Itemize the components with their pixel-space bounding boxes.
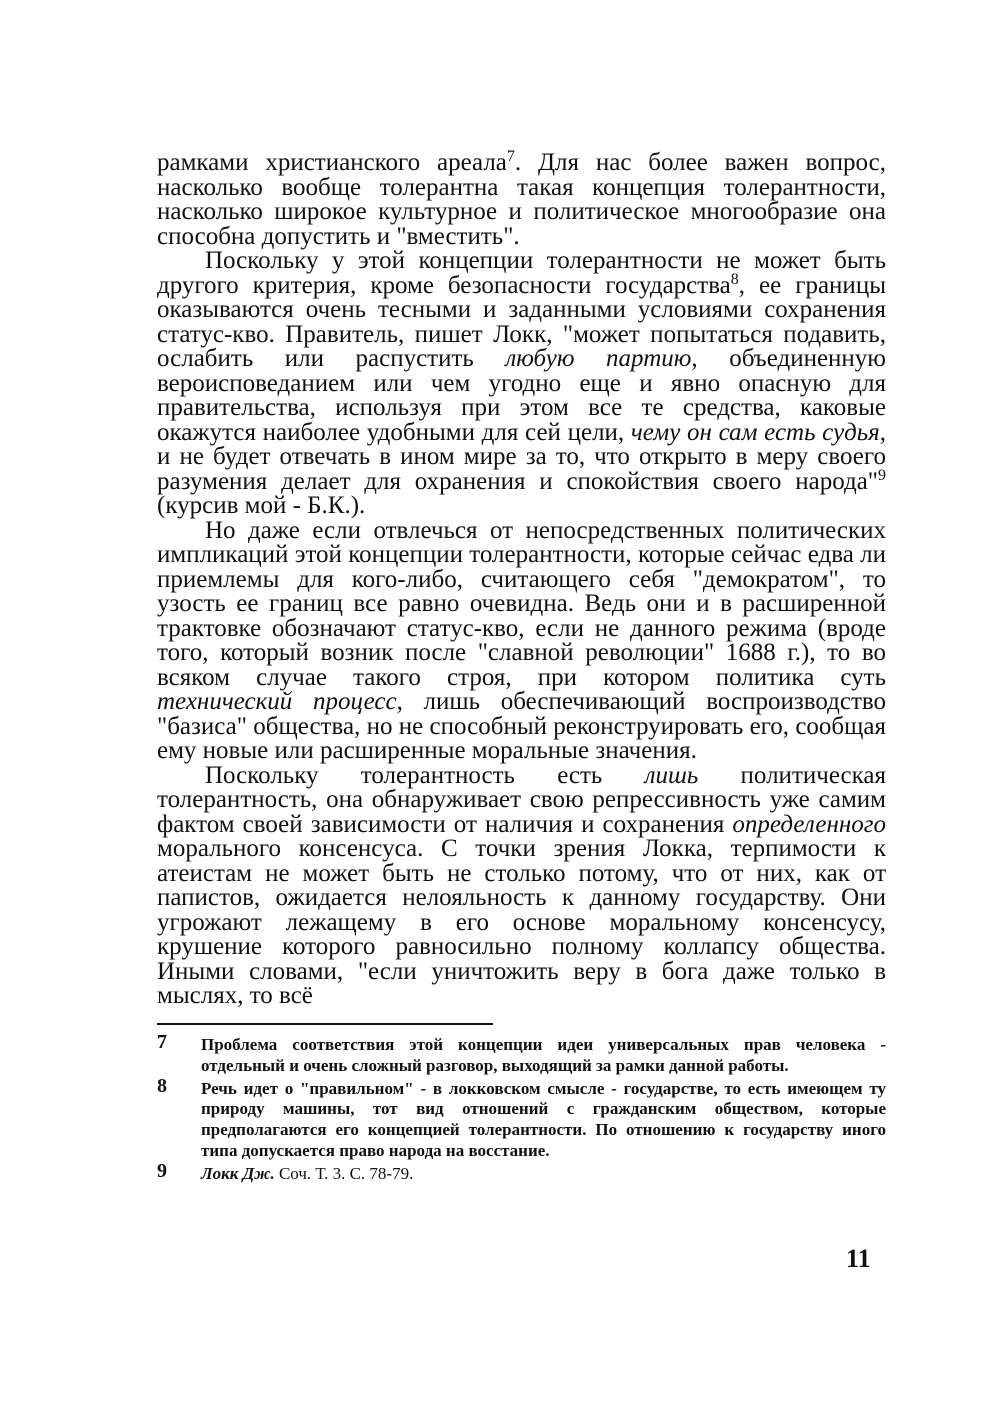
text-run: Проблема соответствия этой концепции идеи универсальных прав человека - отдельный и очень сложный разговор, выходящий за рамки данной работы. xyxy=(201,1035,886,1075)
footnote-number: 7 xyxy=(157,1031,167,1053)
text-run: Поскольку у этой концепции толерантности не может быть другого критерия, кроме безопасности государства xyxy=(157,247,886,299)
paragraph-4 xyxy=(157,761,886,1009)
italic-text: лишь xyxy=(644,761,699,789)
text-run: . Для нас более важен вопрос, насколько вообще толерантна такая концепция толерантности, насколько широкое культурное и политическое многообразие она способна допустить и "вместить". xyxy=(157,149,886,250)
footnote-number: 9 xyxy=(157,1159,167,1182)
text-run: Поскольку толерантность есть xyxy=(205,761,645,789)
paragraph-3 xyxy=(157,516,886,764)
paragraph-1 xyxy=(157,148,886,250)
text-run: политическая толерантность, она обнаруживает свою репрессивность уже самим фактом своей зависимости от наличия и сохранения xyxy=(157,761,886,838)
footnote-ref: 7 xyxy=(506,148,515,165)
page-number: 11 xyxy=(846,1244,871,1273)
text-run: , и не будет отвечать в ином мире за то, что открыто в меру своего разумения делает для охранения и спокойствия своего народа" xyxy=(157,418,886,495)
text-run: , объединенную вероисповеданием или чем угодно еще и явно опасную для правительства, используя при этом все те средства, каковые окажутся наиболее удобными для сей цели, xyxy=(157,345,886,446)
footnotes xyxy=(157,1031,886,1187)
footnote-separator xyxy=(157,1023,493,1025)
footnote-9 xyxy=(157,1159,886,1185)
footnote-text xyxy=(201,1079,886,1160)
text-run: (курсив мой - Б.К.). xyxy=(157,492,366,519)
italic-text: определенного xyxy=(732,810,886,838)
footnote-text xyxy=(201,1164,413,1183)
main-text xyxy=(157,148,886,1009)
footnote-8 xyxy=(157,1074,886,1162)
footnote-text xyxy=(201,1035,886,1075)
text-run: , ее границы оказываются очень тесными и заданными условиями сохранения статус-кво. Правитель, пишет Локк, "может попытаться подавить, ослабить или распустить xyxy=(157,271,886,372)
text-run: морального консенсуса. С точки зрения Локка, терпимости к атеистам не может быть не столько потому, что от них, как от папистов, ожидается нелояльность к данному государству. Они угрожают лежащему в его основе моральному консенсусу, крушение которого равносильно полному коллапсу общества. Иными словами, "если уничтожить веру в бога даже только в мыслях, то всё xyxy=(157,835,886,1009)
italic-text: . xyxy=(270,1163,275,1183)
italic-text: технический процесс xyxy=(157,688,397,715)
text-run: Речь идет о "правильном" - в локковском смысле - государстве, то есть имеющем ту природу машины, тот вид отношений с гражданским обществом, которые предполагаются его концепцией толерантности. По отношению к государству иного типа допускается право народа на восстание. xyxy=(201,1078,886,1160)
italic-text: любую партию xyxy=(505,345,692,372)
paragraph-2 xyxy=(157,249,886,519)
text-run: рамками христианского ареала xyxy=(157,149,507,176)
footnote-number: 8 xyxy=(157,1074,167,1097)
text-run: , лишь обеспечивающий воспроизводство "базиса" общества, но не способный реконструировать его, сообщая ему новые или расширенные моральные значения. xyxy=(157,688,886,764)
italic-text: чему он сам есть судья xyxy=(630,418,880,446)
italic-text: Локк Дж xyxy=(201,1163,271,1183)
footnote-7 xyxy=(157,1031,886,1077)
text-run: Но даже если отвлечься от непосредственных политических импликаций этой концепции толерантности, которые сейчас едва ли приемлемы для кого-либо, считающего себя "демократом", то узость ее границ все равно очевидна. Ведь они и в расширенной трактовке обозначают статус-кво, если не данного режима (вроде того, который возник после "славной революции" 1688 г.), то во всяком случае такого строя, при котором политика суть xyxy=(157,516,886,691)
footnote-ref: 8 xyxy=(730,270,739,288)
footnote-ref: 9 xyxy=(878,466,886,484)
text-run: Соч. Т. 3. С. 78-79. xyxy=(274,1163,414,1183)
